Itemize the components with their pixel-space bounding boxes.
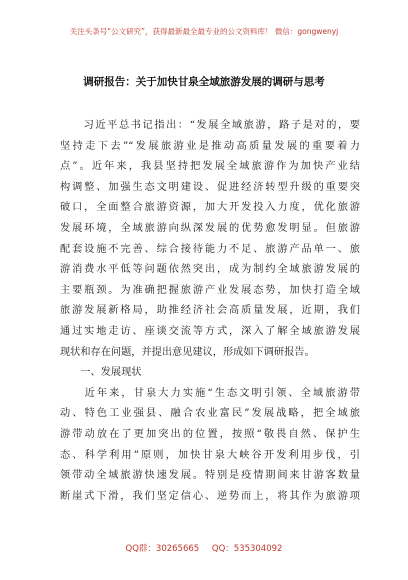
body-line: 习近平总书记指出：“发展全域旅游，路子是对的，要: [60, 120, 360, 131]
body-line: 通过实地走访、座谈交流等方式，深入了解全域旅游发展: [60, 325, 360, 337]
body-line: 点”。近年来，我县坚持把发展全域旅游作为加快产业结: [60, 161, 360, 173]
document-title: 调研报告：关于加快甘泉全域旅游发展的调研与思考: [83, 76, 325, 88]
body-line: 断崖式下滑，我们坚定信心、逆势而上，将其作为旅游项: [60, 490, 360, 502]
body-line: 发展环境，全域旅游向纵深发展的优势愈发明显。但旅游: [60, 222, 360, 234]
body-line: 动、特色工业强县、融合农业富民”发展战略，把全域旅: [60, 408, 360, 420]
body-line: 坚持走下去”“发展旅游业是推动高质量发展的重要着力: [60, 140, 360, 152]
document-body: [60, 116, 360, 507]
body-line: 态、科学利用”原则，加快甘泉大峡谷开发利用步伐，引: [60, 449, 360, 461]
body-line: 游消费水平低等问题依然突出，成为制约全域旅游发展的: [60, 264, 360, 276]
body-line: 现状和存在问题，并提出意见建议，形成如下调研报告。: [60, 346, 315, 358]
footer-qq-group: QQ群：30265665: [125, 544, 200, 554]
body-line: 主要瓶颈。为准确把握旅游产业发展态势，加快打造全域: [60, 284, 360, 296]
body-line: 构调整、加强生态文明建设、促进经济转型升级的重要突: [60, 181, 360, 193]
body-line: 近年来，甘泉大力实施“生态文明引领、全域旅游带: [60, 387, 360, 399]
header-notice: 关注头条号“公文研究”，获得最新最全最专业的公文资料库！ 微信：gongwenyj: [69, 27, 339, 36]
body-line: 配套设施不完善、综合接待能力不足、旅游产品单一、旅: [60, 243, 360, 255]
footer-contact: [0, 542, 408, 554]
body-line: 游带动放在了更加突出的位置，按照“敬畏自然、保护生: [60, 428, 360, 440]
section-heading: 一、发展现状: [60, 367, 142, 379]
footer-qq: QQ：535304092: [211, 544, 283, 554]
body-line: 旅游发展新格局，助推经济社会高质量发展，近期，我们: [60, 305, 360, 317]
body-line: 领带动全域旅游快速发展。特别是疫情期间来甘游客数量: [60, 470, 360, 482]
body-line: 破口，全面整合旅游资源，加大开发投入力度，优化旅游: [60, 202, 360, 214]
